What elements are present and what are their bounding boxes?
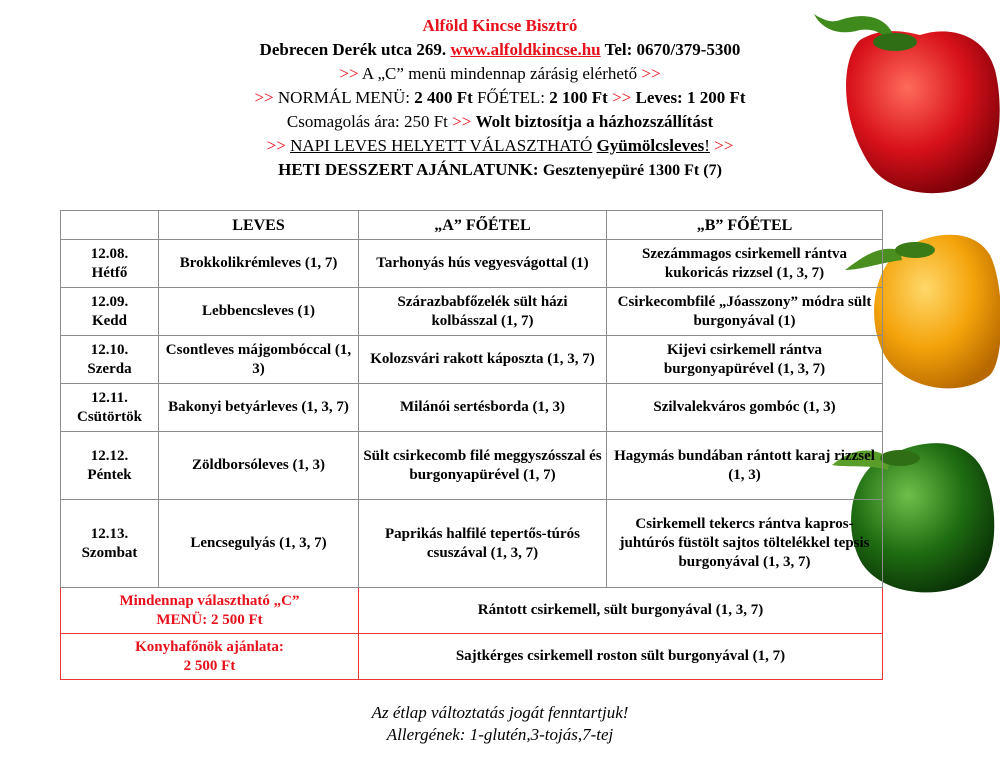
c-menu-row <box>61 588 883 634</box>
b-main-cell: Csirkecombfilé „Jóasszony” módra sült burgonyával (1) <box>607 288 883 336</box>
c-menu-label-line1: Mindennap választható „C” <box>119 592 300 609</box>
dessert-label: HETI DESSZERT AJÁNLATUNK: <box>278 160 539 179</box>
soup-cell: Csontleves májgombóccal (1, 3) <box>159 336 359 384</box>
soup-cell: Lebbencsleves (1) <box>159 288 359 336</box>
b-main-cell: Hagymás bundában rántott karaj rizzsel (1, 3) <box>607 432 883 500</box>
weekday: Hétfő <box>91 264 128 281</box>
c-menu-note: A „C” menü mindennap zárásig elérhető <box>361 64 638 83</box>
menu-header <box>0 14 1000 183</box>
column-header-a-main: „A” FŐÉTEL <box>359 211 607 240</box>
day-cell <box>61 384 159 432</box>
phone: Tel: 0670/379-5300 <box>604 40 741 59</box>
column-header-b-main: „B” FŐÉTEL <box>607 211 883 240</box>
day-cell <box>61 336 159 384</box>
column-header-day <box>61 211 159 240</box>
date: 12.13. <box>90 525 129 542</box>
day-cell <box>61 288 159 336</box>
prices-line <box>0 86 1000 110</box>
table-row <box>61 240 883 288</box>
chef-special-label-line1: Konyhafőnök ajánlata: <box>135 638 284 655</box>
main-course-label: FŐÉTEL: <box>477 88 546 107</box>
soup-cell: Bakonyi betyárleves (1, 3, 7) <box>159 384 359 432</box>
soup-label: Leves: <box>635 88 683 107</box>
chef-special-row <box>61 634 883 680</box>
a-main-cell: Milánói sertésborda (1, 3) <box>359 384 607 432</box>
soup-swap-end: ! <box>704 136 710 155</box>
restaurant-name: Alföld Kincse Bisztró <box>422 16 578 35</box>
b-main-cell: Csirkemell tekercs rántva kapros-juhtúrós füstölt sajtos töltelékkel tepsis burgonyával (1, 3, 7) <box>607 500 883 588</box>
chef-special-dish: Sajtkérges csirkemell roston sült burgonyával (1, 7) <box>359 634 883 680</box>
weekday: Péntek <box>87 466 132 483</box>
b-main-cell: Kijevi csirkemell rántva burgonyapürével (1, 3, 7) <box>607 336 883 384</box>
soup-price: 1 200 Ft <box>686 88 746 107</box>
table-row <box>61 432 883 500</box>
table-row <box>61 288 883 336</box>
date: 12.09. <box>90 293 129 310</box>
a-main-cell: Tarhonyás hús vegyesvágottal (1) <box>359 240 607 288</box>
weekday: Csütörtök <box>76 408 142 425</box>
wolt-note: Wolt biztosítja a házhozszállítást <box>475 112 714 131</box>
day-cell <box>61 240 159 288</box>
soup-cell: Zöldborsóleves (1, 3) <box>159 432 359 500</box>
packaging-price: Csomagolás ára: 250 Ft <box>286 112 448 131</box>
main-course-price: 2 100 Ft <box>549 88 608 107</box>
weekly-menu-table <box>60 210 883 680</box>
c-menu-label <box>61 588 359 634</box>
day-cell <box>61 500 159 588</box>
column-header-soup: LEVES <box>159 211 359 240</box>
c-menu-dish: Rántott csirkemell, sült burgonyával (1, 3, 7) <box>359 588 883 634</box>
table-row <box>61 384 883 432</box>
table-header-row <box>61 211 883 240</box>
soup-cell: Lencsegulyás (1, 3, 7) <box>159 500 359 588</box>
arrow-close: >> <box>452 112 472 131</box>
dessert-item: Gesztenyepüré 1300 Ft (7) <box>542 162 722 179</box>
chef-special-label <box>61 634 359 680</box>
website-link[interactable]: www.alfoldkincse.hu <box>450 40 601 59</box>
day-cell <box>61 432 159 500</box>
menu-footer <box>0 702 1000 746</box>
c-menu-label-line2: MENÜ: 2 500 Ft <box>156 611 263 628</box>
weekday: Kedd <box>91 312 127 329</box>
b-main-cell: Szilvalekváros gombóc (1, 3) <box>607 384 883 432</box>
contact-line <box>0 38 1000 62</box>
dessert-line <box>0 158 1000 183</box>
a-main-cell: Sült csirkecomb filé meggyszósszal és burgonyapürével (1, 7) <box>359 432 607 500</box>
a-main-cell: Szárazbabfőzelék sült házi kolbásszal (1, 7) <box>359 288 607 336</box>
date: 12.10. <box>90 341 129 358</box>
weekday: Szombat <box>81 544 138 561</box>
arrow-open: >> <box>254 88 274 107</box>
table-row <box>61 336 883 384</box>
date: 12.12. <box>90 447 129 464</box>
soup-cell: Brokkolikrémleves (1, 7) <box>159 240 359 288</box>
arrow-close: >> <box>714 136 734 155</box>
c-menu-note-line <box>0 62 1000 86</box>
table-row <box>61 500 883 588</box>
weekday: Szerda <box>87 360 132 377</box>
disclaimer: Az étlap változtatás jogát fenntartjuk! <box>371 703 629 722</box>
soup-swap-line <box>0 134 1000 158</box>
a-main-cell: Paprikás halfilé tepertős-túrós csuszával (1, 3, 7) <box>359 500 607 588</box>
b-main-cell: Szezámmagos csirkemell rántva kukoricás rizzsel (1, 3, 7) <box>607 240 883 288</box>
date: 12.11. <box>91 389 128 406</box>
arrow-open: >> <box>339 64 359 83</box>
packaging-line <box>0 110 1000 134</box>
allergen-legend: Allergének: 1-glutén,3-tojás,7-tej <box>386 725 614 744</box>
soup-swap-note: NAPI LEVES HELYETT VÁLASZTHATÓ <box>290 136 593 155</box>
a-main-cell: Kolozsvári rakott káposzta (1, 3, 7) <box>359 336 607 384</box>
soup-swap-item: Gyümölcsleves <box>596 136 705 155</box>
arrow-close: >> <box>641 64 661 83</box>
arrow-close: >> <box>612 88 632 107</box>
date: 12.08. <box>90 245 129 262</box>
normal-menu-label: NORMÁL MENÜ: <box>277 88 410 107</box>
normal-menu-price: 2 400 Ft <box>414 88 473 107</box>
address: Debrecen Derék utca 269. <box>259 40 447 59</box>
arrow-open: >> <box>266 136 286 155</box>
chef-special-label-line2: 2 500 Ft <box>183 657 236 674</box>
